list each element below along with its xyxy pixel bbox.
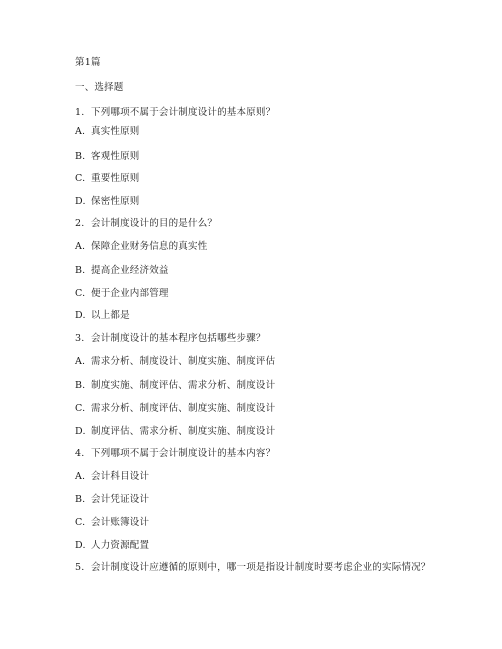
option-letter: D. [75, 196, 86, 207]
option-letter: C. [75, 403, 86, 414]
option-text: 保障企业财务信息的真实性 [91, 241, 208, 252]
option-letter: A. [75, 241, 86, 252]
option-text: 人力资源配置 [91, 540, 150, 551]
option-letter: B. [75, 380, 86, 391]
question-number: 1. [75, 107, 85, 118]
question-number: 4. [75, 448, 85, 459]
question-text: 会计制度设计的基本程序包括哪些步骤？ [91, 333, 266, 344]
option-4c [75, 517, 149, 529]
option-text: 制度评估、需求分析、制度实施、制度设计 [91, 426, 276, 437]
option-text: 重要性原则 [91, 173, 140, 184]
question-text: 会计制度设计的目的是什么？ [91, 218, 218, 229]
option-letter: B. [75, 265, 86, 276]
question-number: 2. [75, 218, 85, 229]
option-text: 制度实施、制度评估、需求分析、制度设计 [91, 380, 276, 391]
question-4 [75, 448, 275, 460]
question-text: 下列哪项不属于会计制度设计的基本原则？ [91, 107, 276, 118]
option-letter: C. [75, 517, 86, 528]
option-text: 会计凭证设计 [91, 494, 150, 505]
option-letter: D. [75, 310, 86, 321]
option-letter: B. [75, 151, 86, 162]
option-text: 真实性原则 [91, 126, 140, 137]
option-text: 需求分析、制度设计、制度实施、制度评估 [91, 356, 276, 367]
option-text: 客观性原则 [91, 151, 140, 162]
option-3d [75, 426, 275, 438]
option-letter: A. [75, 126, 86, 137]
option-1c [75, 173, 140, 185]
question-text: 会计制度设计应遵循的原则中，哪一项是指设计制度时要考虑企业的实际情况？ [91, 562, 431, 573]
question-2 [75, 218, 217, 230]
option-4a [75, 471, 149, 483]
option-2d [75, 310, 130, 322]
option-letter: D. [75, 540, 86, 551]
option-letter: A. [75, 356, 86, 367]
option-letter: C. [75, 173, 86, 184]
question-3 [75, 333, 266, 345]
option-letter: C. [75, 288, 86, 299]
option-1b [75, 151, 140, 163]
option-text: 会计账簿设计 [91, 517, 150, 528]
option-3c [75, 403, 275, 415]
option-text: 保密性原则 [91, 196, 140, 207]
option-text: 便于企业内部管理 [91, 288, 169, 299]
option-1d [75, 196, 140, 208]
option-4d [75, 540, 149, 552]
option-text: 会计科目设计 [91, 471, 150, 482]
option-letter: B. [75, 494, 86, 505]
option-2c [75, 288, 169, 300]
option-2a [75, 241, 207, 253]
option-letter: D. [75, 426, 86, 437]
option-2b [75, 265, 169, 277]
question-number: 3. [75, 333, 85, 344]
option-text: 以上都是 [91, 310, 130, 321]
option-1a [75, 126, 140, 138]
question-text: 下列哪项不属于会计制度设计的基本内容？ [91, 448, 276, 459]
option-3a [75, 356, 275, 368]
option-text: 需求分析、制度评估、制度实施、制度设计 [91, 403, 276, 414]
section-title: 一、选择题 [75, 82, 124, 93]
option-letter: A. [75, 471, 86, 482]
question-number: 5. [75, 562, 85, 573]
option-4b [75, 494, 149, 506]
question-5 [75, 562, 431, 574]
question-1 [75, 107, 275, 119]
option-3b [75, 380, 275, 392]
option-text: 提高企业经济效益 [91, 265, 169, 276]
part-title: 第1篇 [75, 57, 101, 68]
